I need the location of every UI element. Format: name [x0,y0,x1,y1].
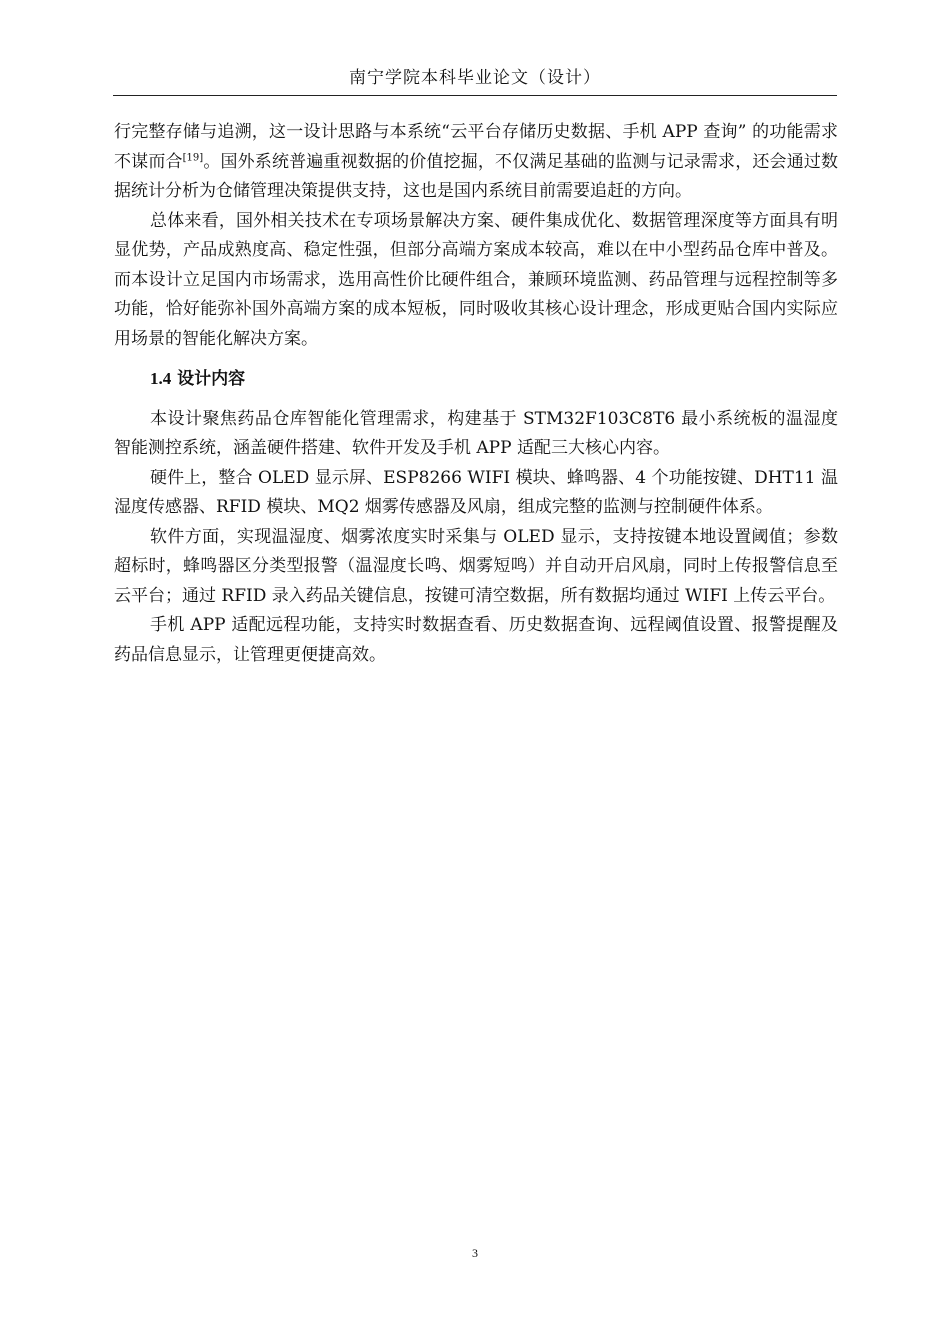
header-rule [113,95,837,96]
paragraph-text: 行完整存储与追溯，这一设计思路与本系统“云平台存储历史数据、手机 APP 查询” 的功能需求不谋而合 [114,122,838,172]
paragraph-continuation [114,118,838,207]
running-header: 南宁学院本科毕业论文（设计） [349,68,601,88]
paragraph-summary: 总体来看，国外相关技术在专项场景解决方案、硬件集成优化、数据管理深度等方面具有明显优势，产品成熟度高、稳定性强，但部分高端方案成本较高，难以在中小型药品仓库中普及。而本设计立足国内市场需求，选用高性价比硬件组合，兼顾环境监测、药品管理与远程控制等多功能，恰好能弥补国外高端方案的成本短板，同时吸收其核心设计理念，形成更贴合国内实际应用场景的智能化解决方案。 [114,210,838,349]
citation-link[interactable]: [19] [182,151,204,163]
paragraph-app: 手机 APP 适配远程功能，支持实时数据查看、历史数据查询、远程阈值设置、报警提醒及药品信息显示，让管理更便捷高效。 [114,615,838,665]
paragraph-software: 软件方面，实现温湿度、烟雾浓度实时采集与 OLED 显示，支持按键本地设置阈值；参数超标时，蜂鸣器区分类型报警（温湿度长鸣、烟雾短鸣）并自动开启风扇，同时上传报警信息至云平台；通过 RFID 录入药品关键信息，按键可清空数据，所有数据均通过 WIFI 上传云平台。 [114,526,838,606]
paragraph-design-intro: 本设计聚焦药品仓库智能化管理需求，构建基于 STM32F103C8T6 最小系统板的温湿度智能测控系统，涵盖硬件搭建、软件开发及手机 APP 适配三大核心内容。 [114,408,838,458]
body-text [114,118,838,670]
section-number: 1.4 [150,369,172,388]
section-title: 设计内容 [177,369,246,389]
section-heading [150,364,838,395]
page-number: 3 [472,1246,478,1260]
paragraph-text: 。国外系统普遍重视数据的价值挖掘，不仅满足基础的监测与记录需求，还会通过数据统计分析为仓储管理决策提供支持，这也是国内系统目前需要追赶的方向。 [114,151,839,201]
paragraph-hardware: 硬件上，整合 OLED 显示屏、ESP8266 WIFI 模块、蜂鸣器、4 个功能按键、DHT11 温湿度传感器、RFID 模块、MQ2 烟雾传感器及风扇，组成完整的监测与控制硬件体系。 [114,467,838,517]
